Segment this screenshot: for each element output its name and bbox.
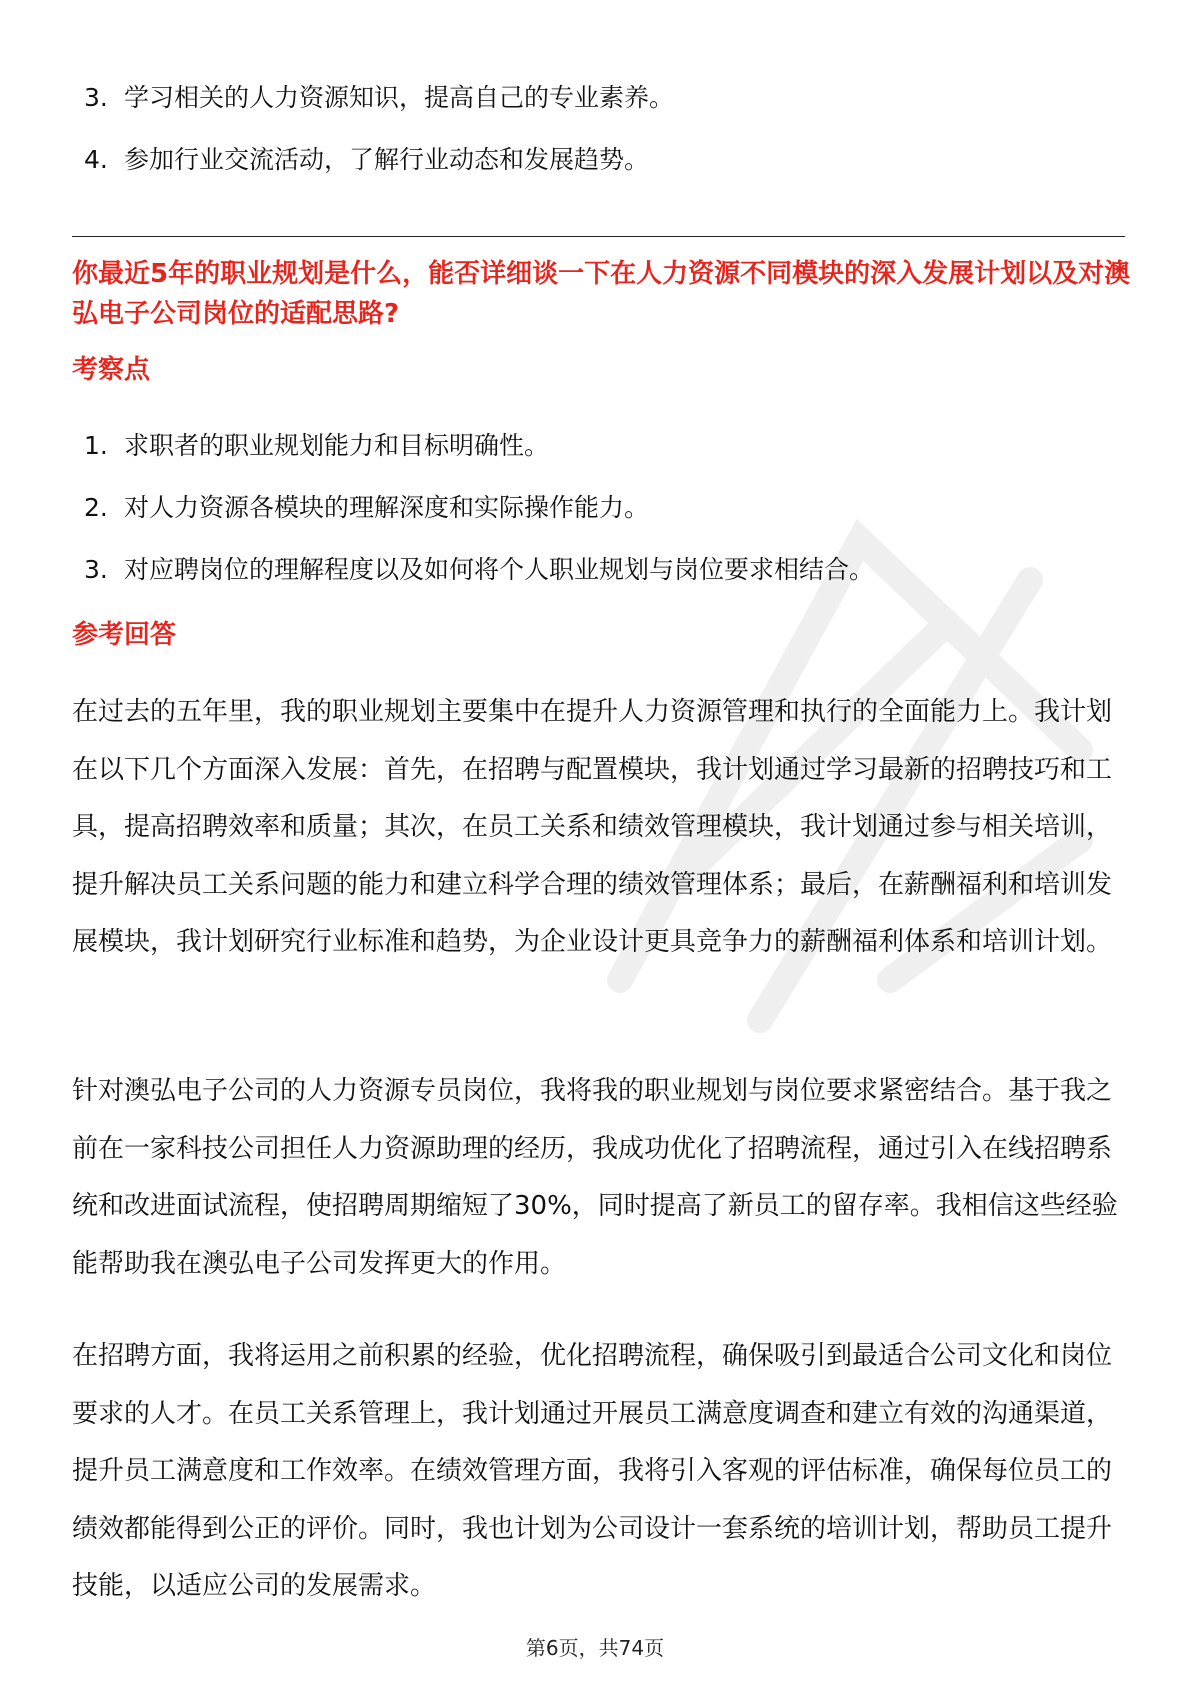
points-heading: 考察点 [72,355,151,385]
list-item [84,415,874,477]
section-divider [72,236,1125,237]
answer-heading: 参考回答 [72,620,177,650]
list-item-number: 4. [84,145,108,174]
answer-paragraph: 针对澳弘电子公司的人力资源专员岗位，我将我的职业规划与岗位要求紧密结合。基于我之前在一家科技公司担任人力资源助理的经历，我成功优化了招聘流程，通过引入在线招聘系统和改进面试流程，使招聘周期缩短了30%，同时提高了新员工的留存率。我相信这些经验能帮助我在澳弘电子公司发挥更大的作用。 [72,1076,1118,1279]
list-item-text: 对应聘岗位的理解程度以及如何将个人职业规划与岗位要求相结合。 [124,555,875,584]
list-item-number: 1. [84,431,108,460]
page-number-footer: 第6页，共74页 [525,1636,665,1660]
assessment-points-list [84,415,874,601]
list-item [84,67,674,129]
top-list [84,67,674,191]
list-item-text: 对人力资源各模块的理解深度和实际操作能力。 [124,493,650,522]
list-item [84,477,874,539]
list-item-text: 求职者的职业规划能力和目标明确性。 [124,431,550,460]
list-item [84,129,674,191]
list-item [84,539,874,601]
answer-paragraph: 在过去的五年里，我的职业规划主要集中在提升人力资源管理和执行的全面能力上。我计划在以下几个方面深入发展：首先，在招聘与配置模块，我计划通过学习最新的招聘技巧和工具，提高招聘效率和质量；其次，在员工关系和绩效管理模块，我计划通过参与相关培训，提升解决员工关系问题的能力和建立科学合理的绩效管理体系；最后，在薪酬福利和培训发展模块，我计划研究行业标准和趋势，为企业设计更具竞争力的薪酬福利体系和培训计划。 [72,697,1113,957]
question-heading: 你最近5年的职业规划是什么，能否详细谈一下在人力资源不同模块的深入发展计划以及对澳弘电子公司岗位的适配思路? [72,259,1131,329]
list-item-number: 2. [84,493,108,522]
list-item-number: 3. [84,555,108,584]
list-item-text: 参加行业交流活动，了解行业动态和发展趋势。 [124,145,650,174]
list-item-number: 3. [84,83,108,112]
list-item-text: 学习相关的人力资源知识，提高自己的专业素养。 [124,83,675,112]
answer-paragraph: 在招聘方面，我将运用之前积累的经验，优化招聘流程，确保吸引到最适合公司文化和岗位要求的人才。在员工关系管理上，我计划通过开展员工满意度调查和建立有效的沟通渠道，提升员工满意度和工作效率。在绩效管理方面，我将引入客观的评估标准，确保每位员工的绩效都能得到公正的评价。同时，我也计划为公司设计一套系统的培训计划，帮助员工提升技能，以适应公司的发展需求。 [72,1341,1113,1601]
